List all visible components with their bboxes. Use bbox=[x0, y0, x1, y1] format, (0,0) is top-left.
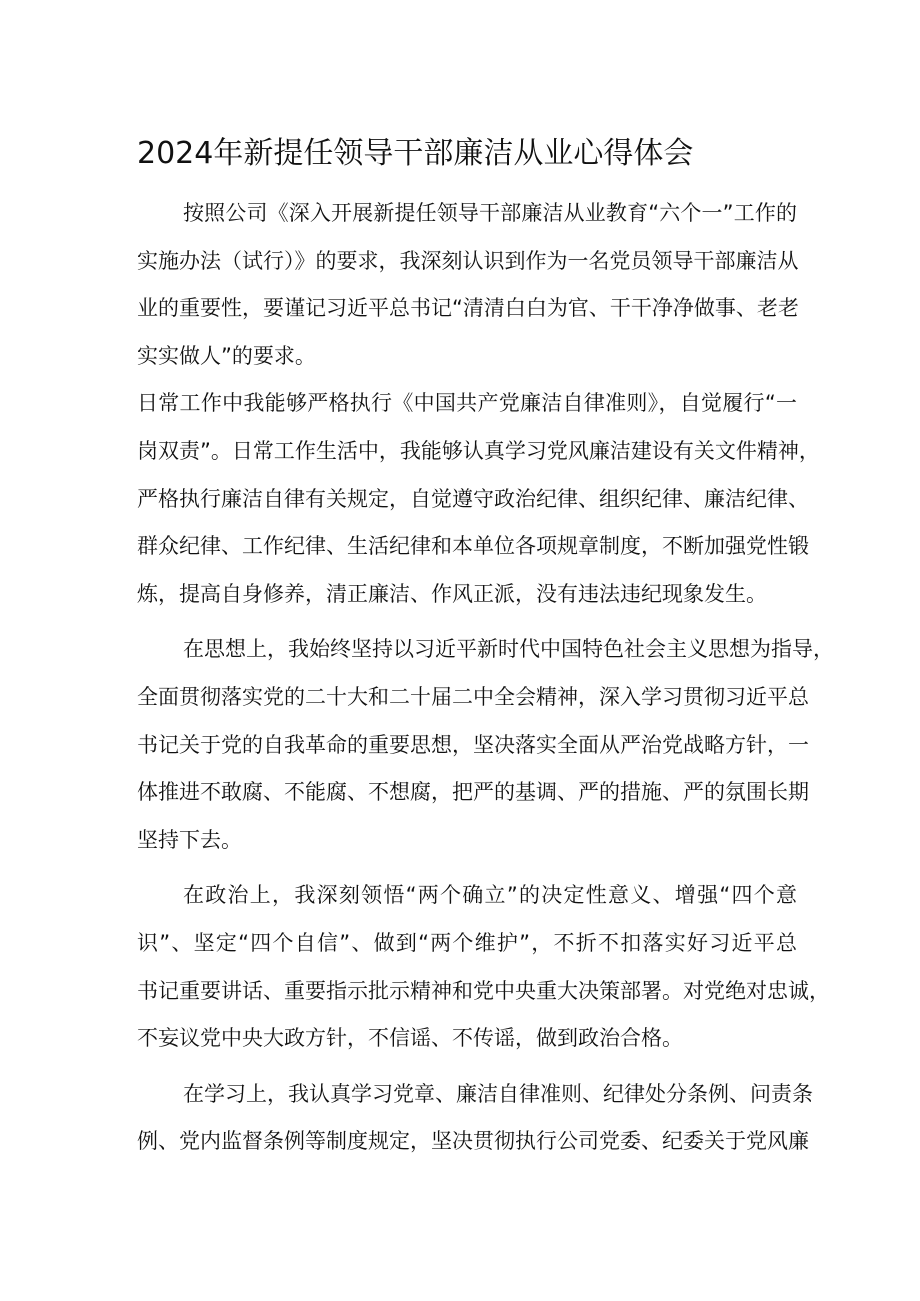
paragraph-2 bbox=[137, 380, 820, 618]
paragraph-line: 按照公司《深入开展新提任领导干部廉洁从业教育“六个一”工作的 bbox=[183, 201, 797, 225]
paragraph-line: 体推进不敢腐、不能腐、不想腐，把严的基调、严的措施、严的氛围长期 bbox=[137, 780, 809, 805]
paragraph-gap bbox=[137, 618, 797, 626]
paragraph-line: 实施办法（试行）》的要求，我深刻认识到作为一名党员领导干部廉洁从 bbox=[137, 248, 799, 273]
paragraph-line: 实实做人”的要求。 bbox=[137, 343, 316, 368]
paragraph-line: 群众纪律、工作纪律、生活纪律和本单位各项规章制度，不断加强党性锻 bbox=[137, 534, 809, 559]
paragraph-line: 不妄议党中央大政方针，不信谣、不传谣，做到政治合格。 bbox=[137, 1026, 683, 1051]
paragraph-line: 在政治上，我深刻领悟“两个确立”的决定性意义、增强“四个意 bbox=[183, 883, 797, 908]
document-body bbox=[137, 190, 834, 1166]
paragraph-line: 岗双责”。日常工作生活中，我能够认真学习党风廉洁建设有关文件精神， bbox=[137, 438, 820, 463]
paragraph-gap bbox=[137, 864, 797, 872]
paragraph-4 bbox=[137, 872, 830, 1062]
paragraph-line: 例、党内监督条例等制度规定，坚决贯彻执行公司党委、纪委关于党风廉 bbox=[137, 1129, 809, 1154]
document-title: 2024年新提任领导干部廉洁从业心得体会 bbox=[137, 136, 694, 171]
paragraph-5 bbox=[137, 1071, 813, 1166]
paragraph-line: 坚持下去。 bbox=[137, 827, 242, 852]
paragraph-line: 炼，提高自身修养，清正廉洁、作风正派，没有违法违纪现象发生。 bbox=[137, 581, 767, 606]
paragraph-line: 业的重要性，要谨记习近平总书记“清清白白为官、干干净净做事、老老 bbox=[137, 296, 799, 321]
paragraph-line: 书记关于党的自我革命的重要思想，坚决落实全面从严治党战略方针，一 bbox=[137, 732, 809, 757]
paragraph-gap bbox=[137, 1063, 797, 1071]
paragraph-line: 在学习上，我认真学习党章、廉洁自律准则、纪律处分条例、问责条 bbox=[183, 1081, 813, 1106]
paragraph-line: 全面贯彻落实党的二十大和二十届二中全会精神，深入学习贯彻习近平总 bbox=[137, 684, 809, 709]
paragraph-3 bbox=[137, 626, 834, 864]
paragraph-1 bbox=[137, 190, 797, 380]
paragraph-line: 在思想上，我始终坚持以习近平新时代中国特色社会主义思想为指导， bbox=[183, 637, 834, 662]
paragraph-line: 书记重要讲话、重要指示批示精神和党中央重大决策部署。对党绝对忠诚， bbox=[137, 978, 830, 1003]
paragraph-line: 日常工作中我能够严格执行《中国共产党廉洁自律准则》，自觉履行“一 bbox=[137, 391, 797, 416]
paragraph-line: 严格执行廉洁自律有关规定，自觉遵守政治纪律、组织纪律、廉洁纪律、 bbox=[137, 486, 809, 511]
paragraph-line: 识”、坚定“四个自信”、做到“两个维护”，不折不扣落实好习近平总 bbox=[137, 930, 797, 955]
